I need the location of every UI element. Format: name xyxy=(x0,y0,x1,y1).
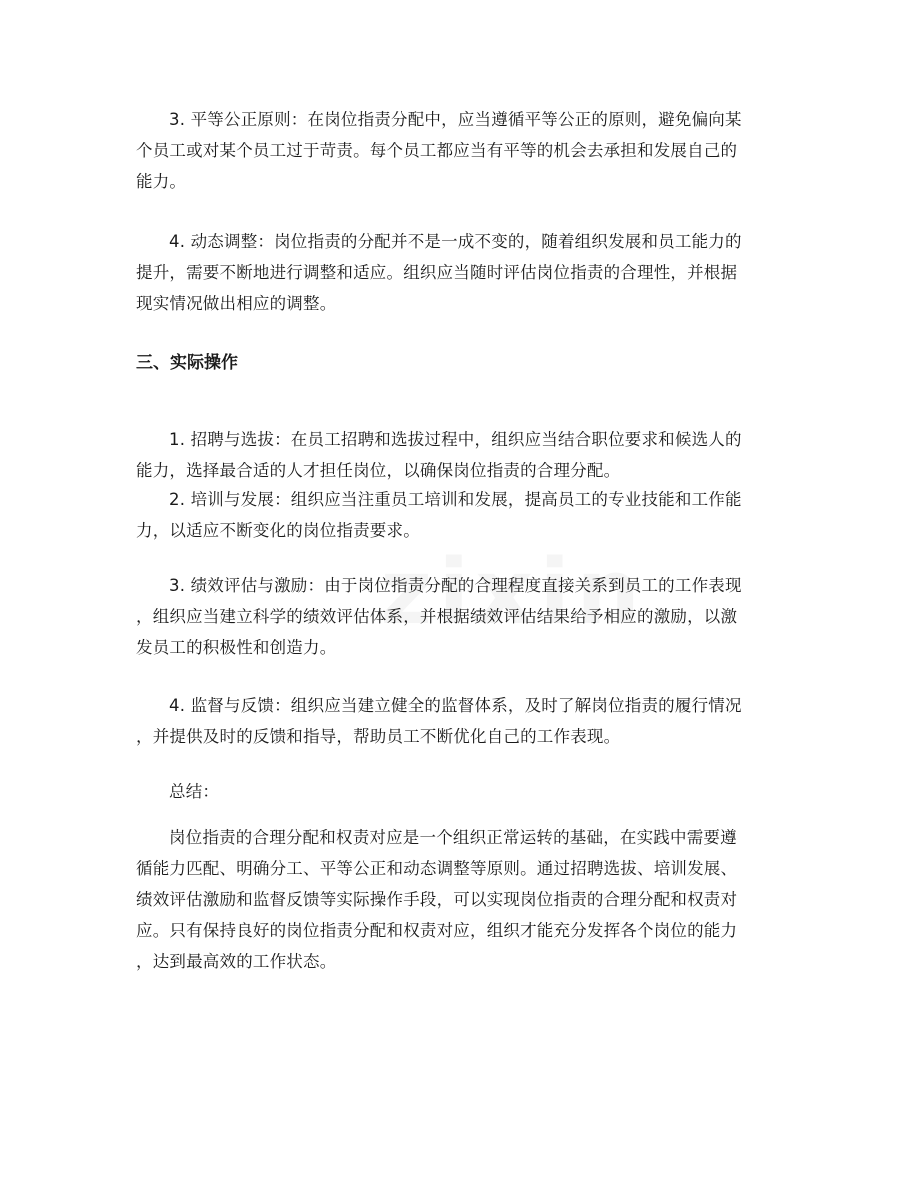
summary-label xyxy=(136,776,786,807)
text-line: 4. 动态调整：岗位指责的分配并不是一成不变的，随着组织发展和员工能力的 xyxy=(169,232,742,251)
text-line: 3. 绩效评估与激励：由于岗位指责分配的合理程度直接关系到员工的工作表现 xyxy=(169,576,742,595)
text-line: 力，以适应不断变化的岗位指责要求。 xyxy=(136,521,420,540)
text-line: 现实情况做出相应的调整。 xyxy=(136,294,337,313)
paragraph-practice-3 xyxy=(136,570,786,663)
text-line: ，达到最高效的工作状态。 xyxy=(136,952,337,971)
text-line: 能力，选择最合适的人才担任岗位，以确保岗位指责的合理分配。 xyxy=(136,461,621,480)
text-line: 发员工的积极性和创造力。 xyxy=(136,638,337,657)
text-line: 4. 监督与反馈：组织应当建立健全的监督体系，及时了解岗位指责的履行情况 xyxy=(169,696,742,715)
paragraph-practice-1 xyxy=(136,424,786,486)
summary-label-text: 总结： xyxy=(169,782,220,801)
text-line: 提升，需要不断地进行调整和适应。组织应当随时评估岗位指责的合理性，并根据 xyxy=(136,263,738,282)
text-line: 2. 培训与发展：组织应当注重员工培训和发展，提高员工的专业技能和工作能 xyxy=(169,490,742,509)
paragraph-summary xyxy=(136,822,786,977)
paragraph-practice-4 xyxy=(136,690,786,752)
text-line: 循能力匹配、明确分工、平等公正和动态调整等原则。通过招聘选拔、培训发展、 xyxy=(136,859,738,878)
section-heading: 三、实际操作 xyxy=(136,353,238,373)
paragraph-practice-2 xyxy=(136,484,786,546)
text-line: 1. 招聘与选拔：在员工招聘和选拔过程中，组织应当结合职位要求和候选人的 xyxy=(169,430,742,449)
text-line: 绩效评估激励和监督反馈等实际操作手段，可以实现岗位指责的合理分配和权责对 xyxy=(136,890,738,909)
text-line: 3. 平等公正原则：在岗位指责分配中，应当遵循平等公正的原则，避免偏向某 xyxy=(169,110,742,129)
text-line: 能力。 xyxy=(136,172,187,191)
text-line: 个员工或对某个员工过于苛责。每个员工都应当有平等的机会去承担和发展自己的 xyxy=(136,141,738,160)
paragraph-principle-4 xyxy=(136,226,786,319)
text-line: 岗位指责的合理分配和权责对应是一个组织正常运转的基础，在实践中需要遵 xyxy=(169,828,737,847)
text-line: ，组织应当建立科学的绩效评估体系，并根据绩效评估结果给予相应的激励，以激 xyxy=(136,607,738,626)
paragraph-principle-3 xyxy=(136,104,786,197)
text-line: ，并提供及时的反馈和指导，帮助员工不断优化自己的工作表现。 xyxy=(136,727,621,746)
text-line: 应。只有保持良好的岗位指责分配和权责对应，组织才能充分发挥各个岗位的能力 xyxy=(136,921,738,940)
